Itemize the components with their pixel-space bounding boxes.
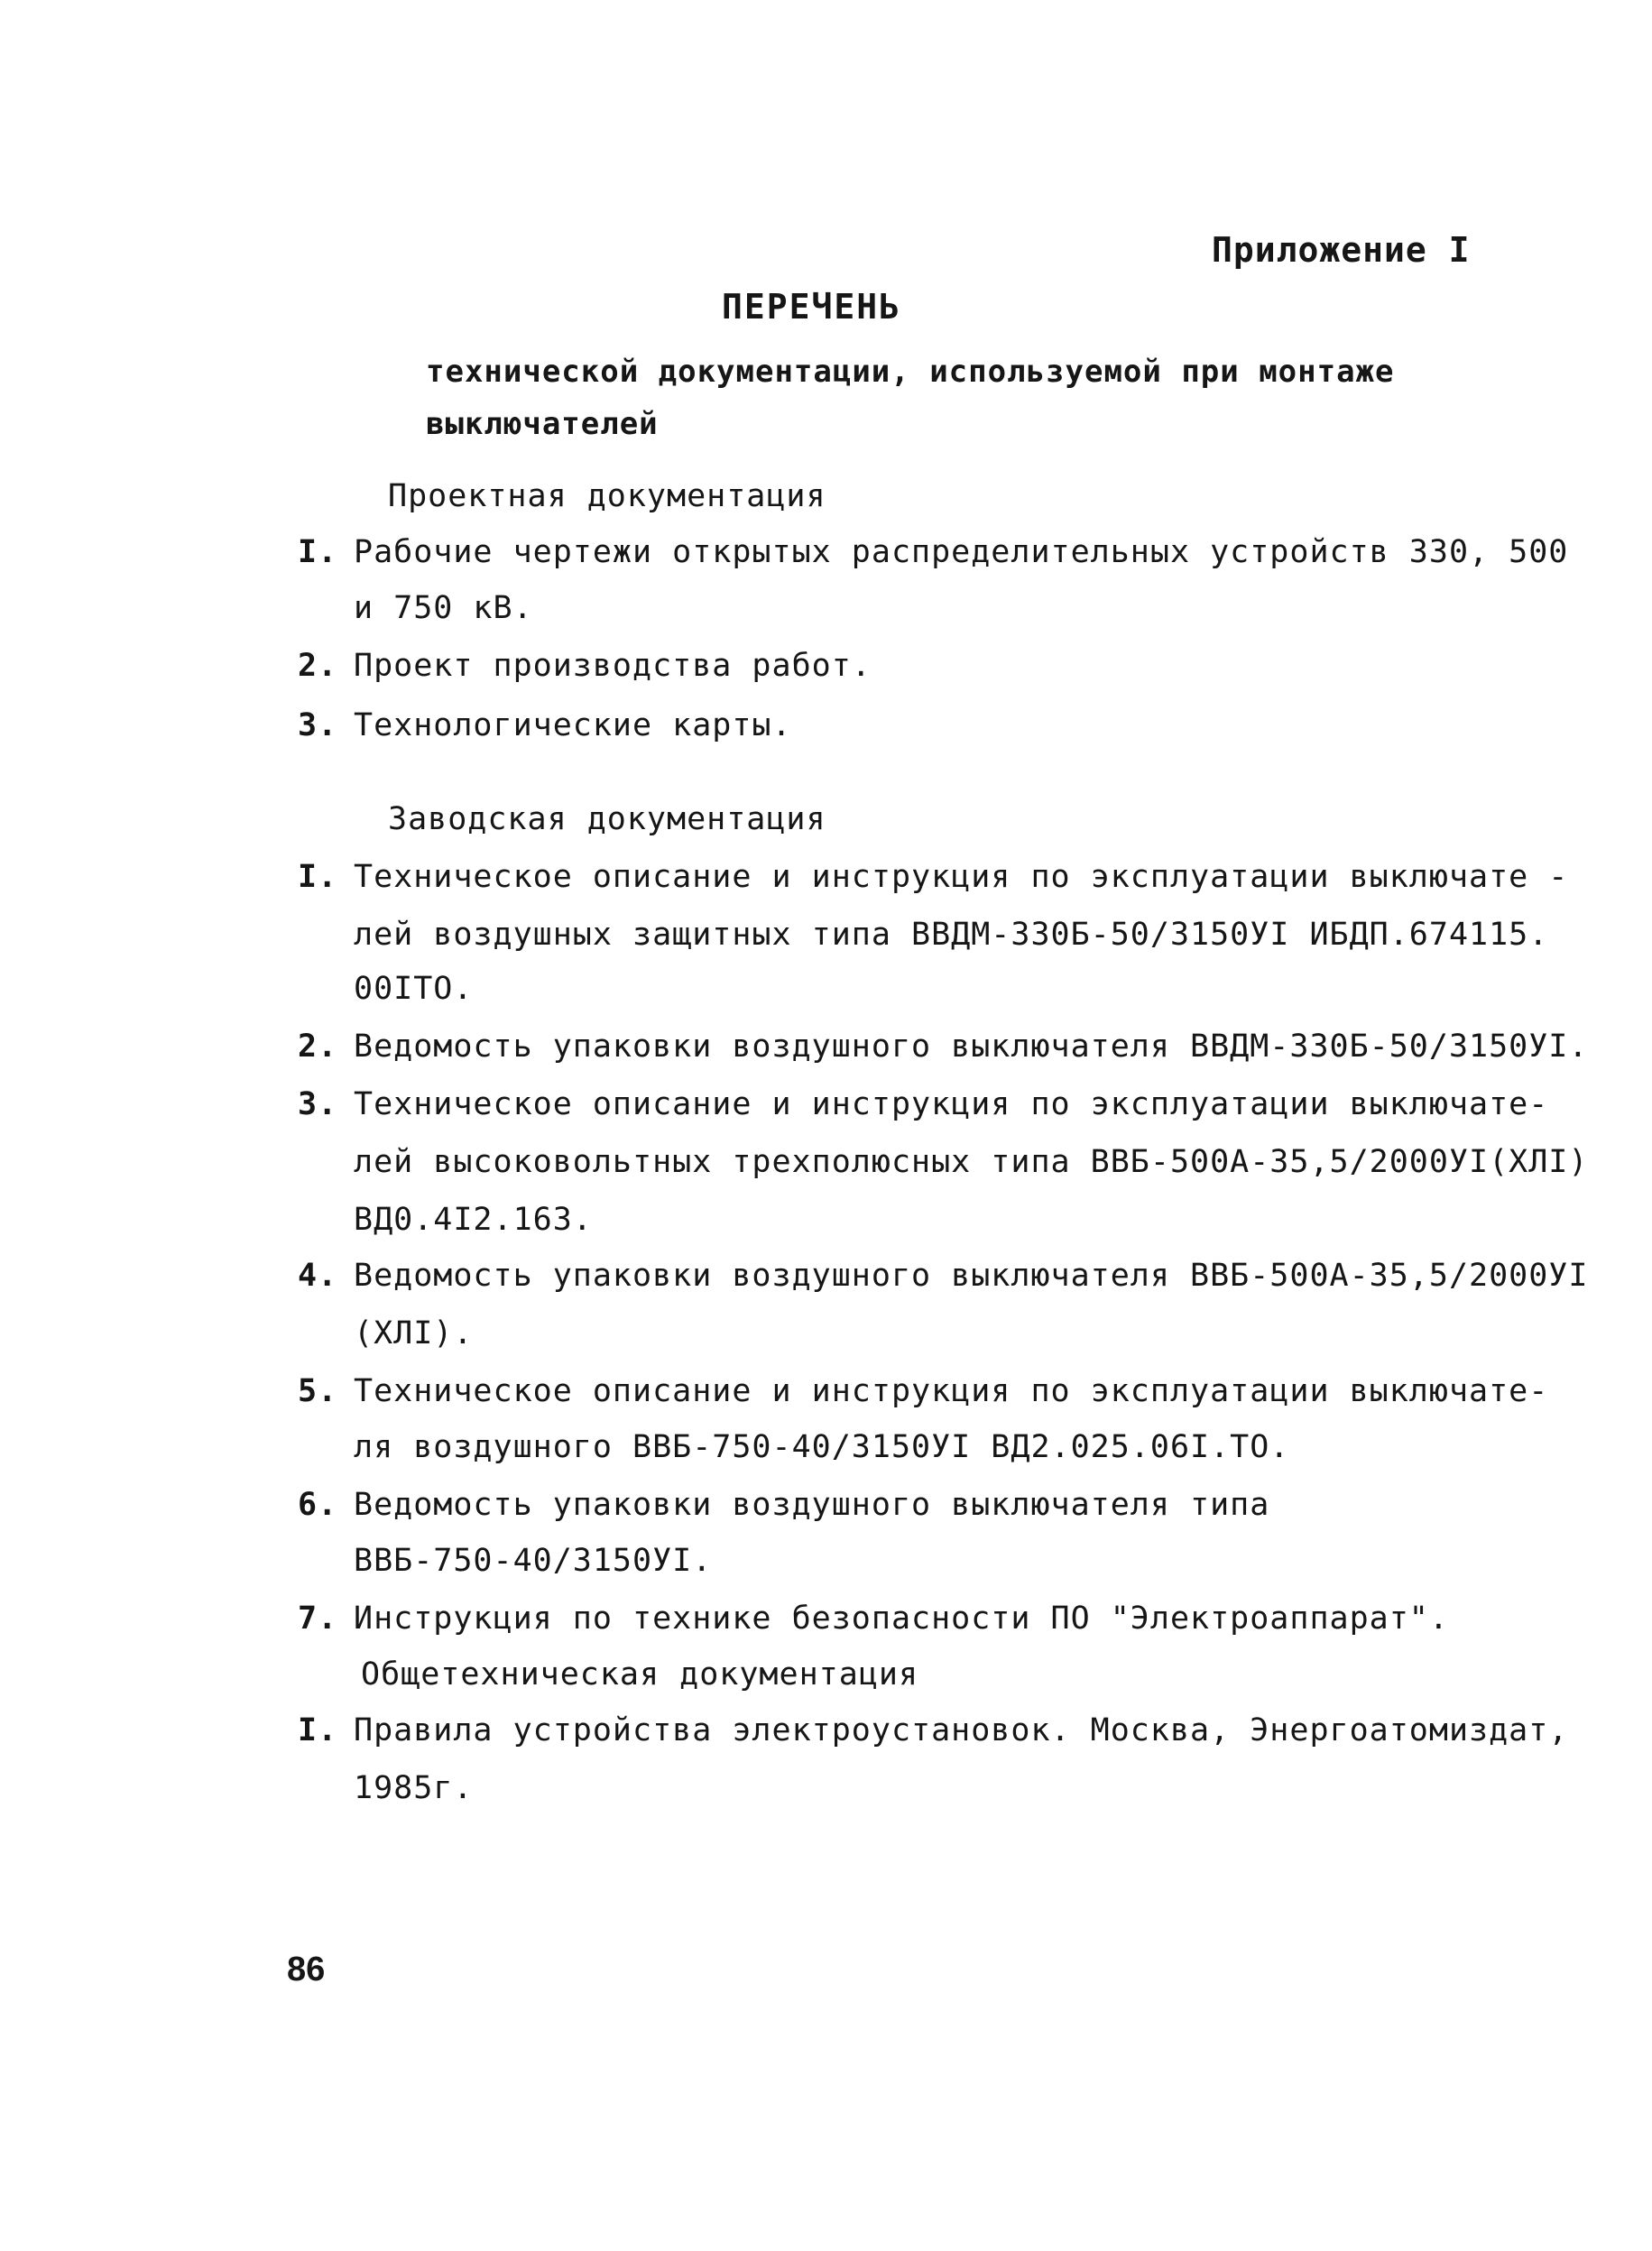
list-item-text: Техническое описание и инструкция по эксплуатации выключате- xyxy=(354,1086,1549,1122)
list-item-text: 1985г. xyxy=(354,1770,474,1806)
list-item-text: лей высоковольтных трехполюсных типа ВВБ-500А-35,5/2000УI(ХЛI) xyxy=(354,1144,1589,1180)
list-item-text: Техническое описание и инструкция по эксплуатации выключате - xyxy=(354,859,1569,895)
list-item-text: Ведомость упаковки воздушного выключателя ВВБ-500А-35,5/2000УI xyxy=(354,1258,1589,1294)
appendix-label: Приложение I xyxy=(1212,230,1471,270)
section-heading-general: Общетехническая документация xyxy=(361,1656,919,1693)
list-item-text: Правила устройства электроустановок. Москва, Энергоатомиздат, xyxy=(354,1712,1569,1748)
document-title: ПЕРЕЧЕНЬ xyxy=(722,287,902,327)
list-item-number: I. xyxy=(298,859,338,895)
list-item-number: 4. xyxy=(298,1258,338,1294)
list-item-number: I. xyxy=(298,534,338,570)
list-item-text: ВВБ-750-40/3150УI. xyxy=(354,1543,713,1579)
list-item-number: 3. xyxy=(298,707,338,743)
list-item-number: 5. xyxy=(298,1373,338,1409)
list-item-text: лей воздушных защитных типа ВВДМ-330Б-50/3150УI ИБДП.674115. xyxy=(354,917,1549,953)
document-subtitle-line-1: технической документации, используемой при монтаже xyxy=(426,354,1395,390)
list-item-text: Ведомость упаковки воздушного выключателя типа xyxy=(354,1487,1270,1523)
list-item-number: 7. xyxy=(298,1601,338,1637)
list-item-text: Рабочие чертежи открытых распределительных устройств 330, 500 xyxy=(354,534,1569,570)
document-subtitle-line-2: выключателей xyxy=(426,406,659,442)
list-item-text: 00IТО. xyxy=(354,971,474,1007)
list-item-text: Проект производства работ. xyxy=(354,648,872,684)
list-item-text: и 750 кВ. xyxy=(354,590,533,626)
section-heading-project: Проектная документация xyxy=(388,478,826,514)
list-item-text: (ХЛI). xyxy=(354,1315,474,1352)
page-number: 86 xyxy=(287,1951,326,1988)
list-item-number: 2. xyxy=(298,1029,338,1065)
list-item-text: ВД0.4I2.163. xyxy=(354,1202,593,1238)
list-item-number: 3. xyxy=(298,1086,338,1122)
list-item-text: ля воздушного ВВБ-750-40/3150УI ВД2.025.06I.ТО. xyxy=(354,1429,1290,1465)
list-item-number: I. xyxy=(298,1712,338,1748)
list-item-text: Техническое описание и инструкция по эксплуатации выключате- xyxy=(354,1373,1549,1409)
list-item-text: Инструкция по технике безопасности ПО "Электроаппарат". xyxy=(354,1601,1449,1637)
list-item-text: Технологические карты. xyxy=(354,707,792,743)
list-item-number: 2. xyxy=(298,648,338,684)
list-item-text: Ведомость упаковки воздушного выключателя ВВДМ-330Б-50/3150УI. xyxy=(354,1029,1589,1065)
section-heading-factory: Заводская документация xyxy=(388,801,826,837)
list-item-number: 6. xyxy=(298,1487,338,1523)
